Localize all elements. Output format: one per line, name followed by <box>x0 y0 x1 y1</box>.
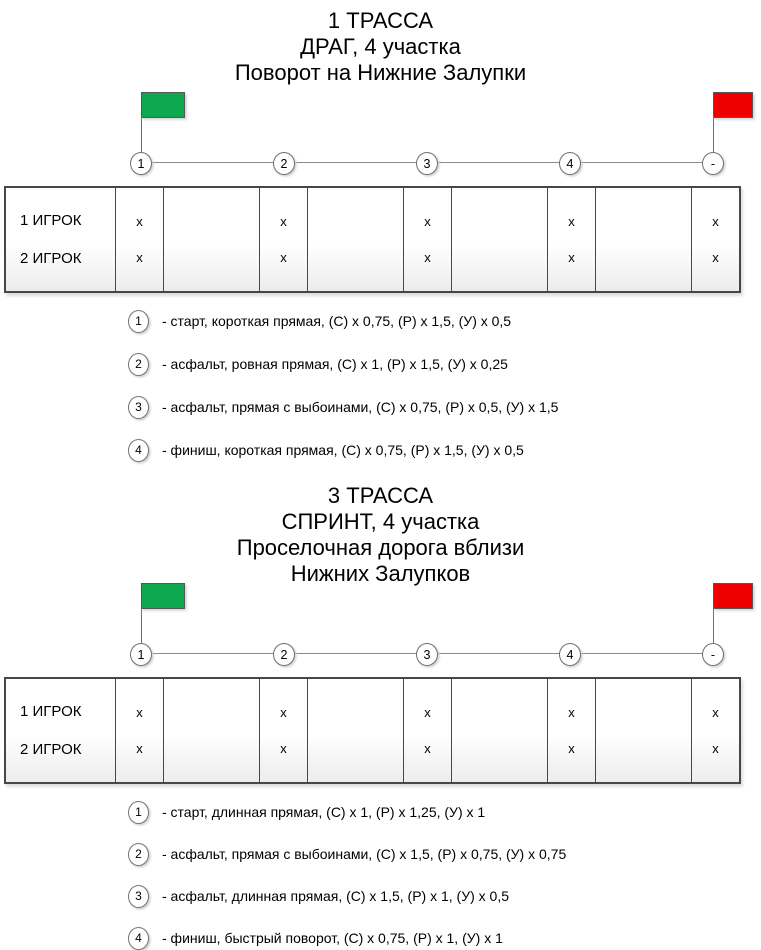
title-line: 3 ТРАССА <box>327 483 434 508</box>
players-table-3 <box>4 677 741 784</box>
track-node-1: 1 <box>130 643 152 666</box>
legend-text: - финиш, короткая прямая, (С) х 0,75, (Р) х 1,5, (У) х 0,5 <box>162 442 524 458</box>
mark: x <box>136 214 143 229</box>
row-label-player2: 2 ИГРОК <box>20 741 82 758</box>
row-labels-cell <box>6 679 115 782</box>
title-line: ДРАГ, 4 участка <box>300 34 461 59</box>
track-3-title <box>0 483 761 587</box>
mark: x <box>712 214 719 229</box>
mark-cell-segment-2 <box>259 679 307 782</box>
mark: x <box>136 741 143 756</box>
mark: x <box>568 214 575 229</box>
start-flag-icon <box>141 583 185 609</box>
empty-cell <box>451 188 547 291</box>
legend-text: - старт, короткая прямая, (С) х 0,75, (Р) х 1,5, (У) х 0,5 <box>162 313 512 329</box>
mark: x <box>280 214 287 229</box>
row-label-player2: 2 ИГРОК <box>20 250 82 267</box>
legend-item <box>128 353 761 375</box>
legend-node-3: 3 <box>128 885 149 908</box>
legend-text: - асфальт, прямая с выбоинами, (С) х 1,5, (Р) х 0,75, (У) х 0,75 <box>162 846 567 862</box>
start-flag-pole <box>141 116 142 154</box>
legend-node-4: 4 <box>128 927 149 950</box>
legend-item <box>128 885 761 907</box>
title-line: Проселочная дорога вблизи <box>236 535 525 560</box>
title-line: Поворот на Нижние Залупки <box>234 60 527 85</box>
track-node-1: 1 <box>130 152 152 175</box>
track-section-3 <box>0 483 761 949</box>
title-line: СПРИНТ, 4 участка <box>281 509 480 534</box>
mark: x <box>424 705 431 720</box>
mark: x <box>424 250 431 265</box>
mark-cell-finish <box>691 188 739 291</box>
mark: x <box>424 741 431 756</box>
legend-text: - асфальт, прямая с выбоинами, (С) х 0,75, (Р) х 0,5, (У) х 1,5 <box>162 399 559 415</box>
empty-cell <box>307 188 403 291</box>
mark: x <box>280 250 287 265</box>
legend-text: - старт, длинная прямая, (С) х 1, (Р) х 1,25, (У) х 1 <box>162 804 486 820</box>
mark-cell-segment-1 <box>115 679 163 782</box>
mark: x <box>136 250 143 265</box>
row-label-player1: 1 ИГРОК <box>20 212 82 229</box>
finish-flag-icon <box>713 92 753 118</box>
mark-cell-segment-1 <box>115 188 163 291</box>
mark-cell-segment-3 <box>403 188 451 291</box>
mark: x <box>712 250 719 265</box>
legend-text: - финиш, быстрый поворот, (С) х 0,75, (Р) х 1, (У) х 1 <box>162 930 503 946</box>
mark: x <box>568 705 575 720</box>
legend-text: - асфальт, ровная прямая, (С) х 1, (Р) х 1,5, (У) х 0,25 <box>162 356 508 372</box>
empty-cell <box>163 679 259 782</box>
mark-cell-segment-4 <box>547 188 595 291</box>
empty-cell <box>595 679 691 782</box>
track-node-3: 3 <box>416 643 438 666</box>
mark-cell-finish <box>691 679 739 782</box>
mark: x <box>280 741 287 756</box>
track-section-1 <box>0 8 761 461</box>
legend-node-2: 2 <box>128 353 149 376</box>
title-line: 1 ТРАССА <box>327 8 434 33</box>
mark: x <box>280 705 287 720</box>
legend-item <box>128 439 761 461</box>
track-3-legend <box>128 801 761 949</box>
empty-cell <box>451 679 547 782</box>
legend-node-4: 4 <box>128 439 149 462</box>
track-node-2: 2 <box>273 643 295 666</box>
track-3-diagram <box>0 583 761 677</box>
empty-cell <box>163 188 259 291</box>
mark-cell-segment-2 <box>259 188 307 291</box>
mark: x <box>568 741 575 756</box>
finish-flag-pole <box>713 116 714 154</box>
legend-item <box>128 310 761 332</box>
legend-item <box>128 396 761 418</box>
finish-flag-icon <box>713 583 753 609</box>
track-node-3: 3 <box>416 152 438 175</box>
title-line: Нижних Залупков <box>290 561 471 586</box>
start-flag-pole <box>141 607 142 645</box>
legend-node-1: 1 <box>128 801 149 824</box>
empty-cell <box>595 188 691 291</box>
mark: x <box>712 741 719 756</box>
row-labels-cell <box>6 188 115 291</box>
legend-node-2: 2 <box>128 843 149 866</box>
mark-cell-segment-4 <box>547 679 595 782</box>
track-node-4: 4 <box>559 152 581 175</box>
track-node-finish: - <box>702 643 724 666</box>
legend-text: - асфальт, длинная прямая, (С) х 1,5, (Р) х 1, (У) х 0,5 <box>162 888 510 904</box>
row-label-player1: 1 ИГРОК <box>20 703 82 720</box>
track-1-diagram <box>0 92 761 186</box>
legend-node-3: 3 <box>128 396 149 419</box>
legend-item <box>128 801 761 823</box>
mark: x <box>136 705 143 720</box>
players-table-1 <box>4 186 741 293</box>
mark: x <box>712 705 719 720</box>
legend-node-1: 1 <box>128 310 149 333</box>
mark-cell-segment-3 <box>403 679 451 782</box>
legend-item <box>128 927 761 949</box>
track-1-title <box>0 8 761 86</box>
mark: x <box>424 214 431 229</box>
track-node-2: 2 <box>273 152 295 175</box>
track-1-legend <box>128 310 761 461</box>
finish-flag-pole <box>713 607 714 645</box>
empty-cell <box>307 679 403 782</box>
mark: x <box>568 250 575 265</box>
legend-item <box>128 843 761 865</box>
start-flag-icon <box>141 92 185 118</box>
track-node-finish: - <box>702 152 724 175</box>
track-node-4: 4 <box>559 643 581 666</box>
